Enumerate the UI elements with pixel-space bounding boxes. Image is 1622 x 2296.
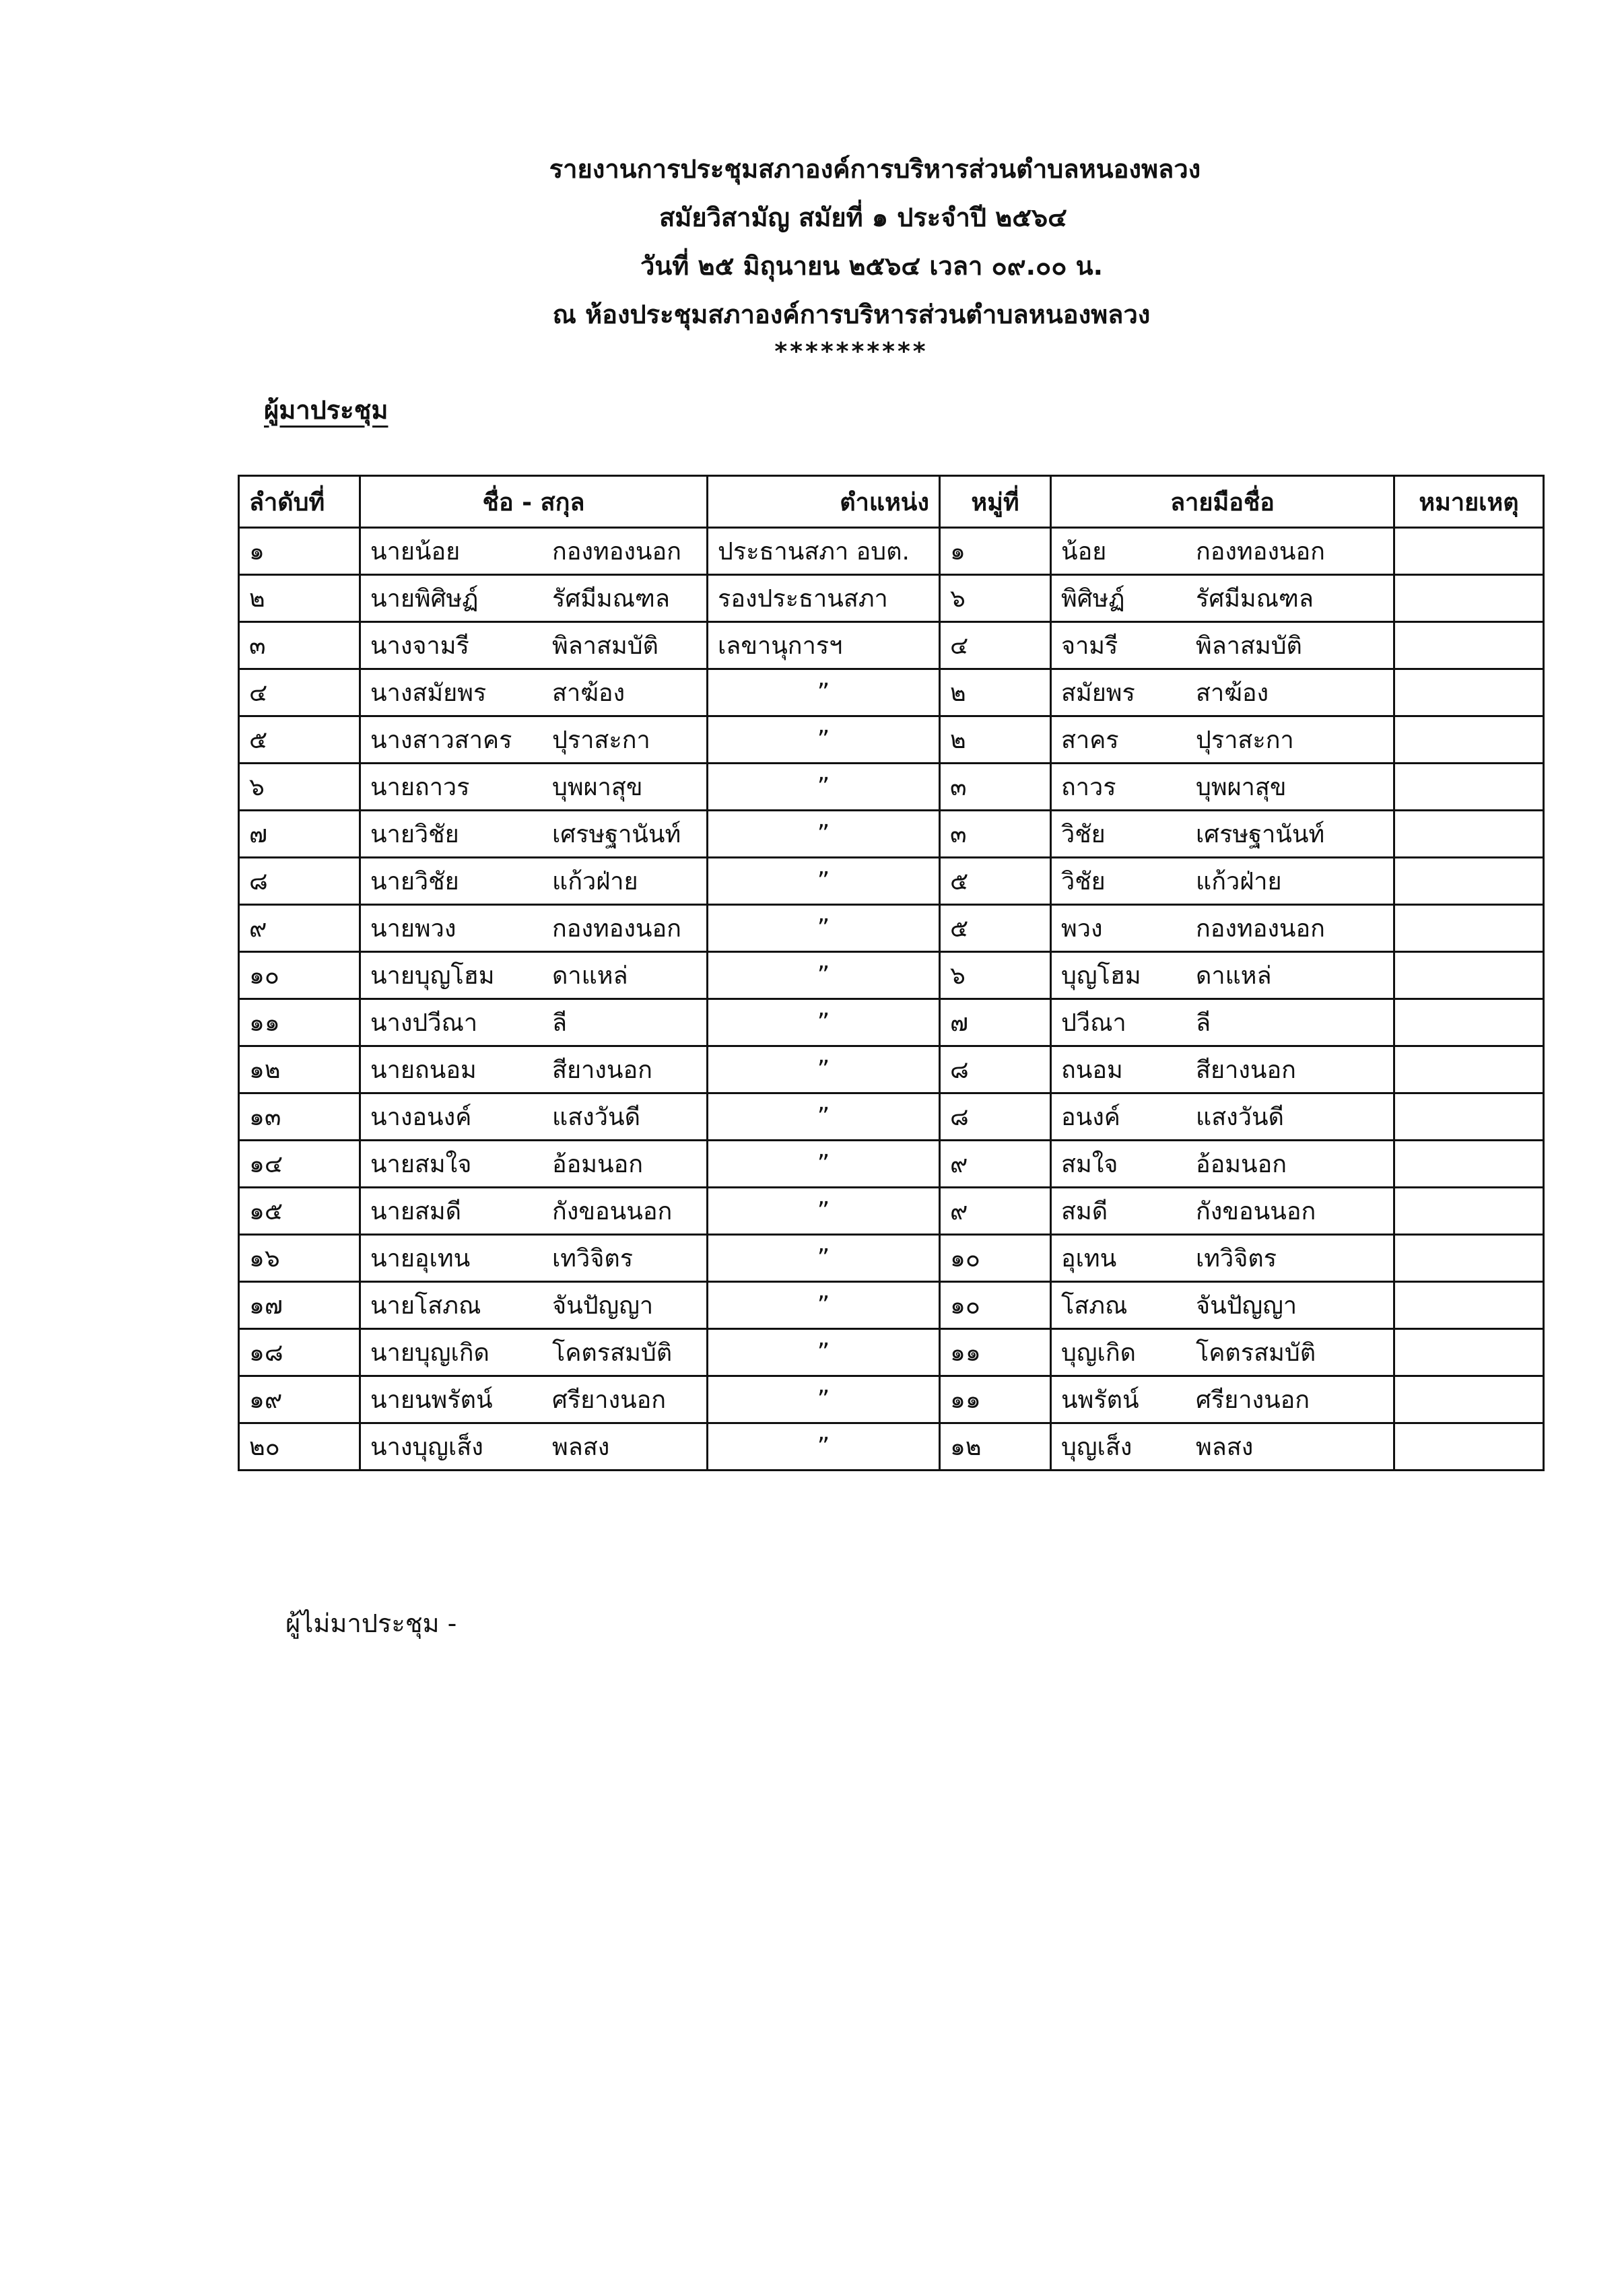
remark — [1394, 575, 1544, 622]
table-row — [239, 858, 1544, 905]
last-name: ปุราสะกา — [552, 727, 650, 754]
village-number: ๖ — [940, 575, 1051, 622]
signature-first: โสภณ — [1061, 1292, 1128, 1320]
village-number: ๓ — [940, 764, 1051, 811]
row-number: ๑๕ — [239, 1188, 360, 1235]
member-name — [360, 1423, 708, 1471]
member-position: ” — [708, 1235, 940, 1282]
remark — [1394, 1141, 1544, 1188]
member-name — [360, 1188, 708, 1235]
member-name — [360, 811, 708, 858]
last-name: กังขอนนอก — [552, 1198, 673, 1225]
row-number: ๑๓ — [239, 1093, 360, 1141]
row-number: ๑๒ — [239, 1046, 360, 1093]
remark — [1394, 528, 1544, 575]
last-name: บุพผาสุข — [552, 774, 643, 801]
signature-last: บุพผาสุข — [1196, 774, 1287, 801]
remark — [1394, 1188, 1544, 1235]
last-name: อ้อมนอก — [552, 1151, 643, 1178]
signature-last: พลสง — [1196, 1433, 1254, 1461]
row-number: ๑๖ — [239, 1235, 360, 1282]
remark — [1394, 1235, 1544, 1282]
signature-first: สาคร — [1061, 727, 1119, 754]
report-title: รายงานการประชุมสภาองค์การบริหารส่วนตำบลหนองพลวง — [549, 154, 1201, 184]
first-name: นางจามรี — [370, 632, 469, 660]
row-number: ๙ — [239, 905, 360, 952]
first-name: นายบุญเกิด — [370, 1339, 489, 1367]
signature-first: ถนอม — [1061, 1056, 1123, 1084]
signature-first: จามรี — [1061, 632, 1118, 660]
signature-last: จันปัญญา — [1196, 1292, 1297, 1320]
remark — [1394, 1046, 1544, 1093]
village-number: ๑๒ — [940, 1423, 1051, 1471]
first-name: นายวิชัย — [370, 868, 459, 896]
member-name — [360, 716, 708, 764]
remark — [1394, 952, 1544, 999]
signature-first: ถาวร — [1061, 774, 1116, 801]
table-row — [239, 764, 1544, 811]
table-row — [239, 1141, 1544, 1188]
signature-first: สมดี — [1061, 1198, 1108, 1225]
col-header-position: ตำแหน่ง — [708, 476, 940, 528]
row-number: ๑๑ — [239, 999, 360, 1046]
member-position: ” — [708, 858, 940, 905]
remark — [1394, 905, 1544, 952]
signature-last: แก้วฝ่าย — [1196, 868, 1282, 896]
remark — [1394, 1282, 1544, 1329]
signature-first: สมใจ — [1061, 1151, 1118, 1178]
member-position: ” — [708, 1282, 940, 1329]
member-position: ” — [708, 1046, 940, 1093]
last-name: โคตรสมบัติ — [552, 1339, 673, 1367]
member-name — [360, 999, 708, 1046]
table-row — [239, 1282, 1544, 1329]
session-line: สมัยวิสามัญ สมัยที่ ๑ ประจำปี ๒๕๖๔ — [659, 203, 1067, 232]
remark — [1394, 1093, 1544, 1141]
signature-last: แสงวันดี — [1196, 1104, 1284, 1131]
signature-first: สมัยพร — [1061, 679, 1135, 707]
member-position: ” — [708, 1423, 940, 1471]
member-name — [360, 1046, 708, 1093]
table-row — [239, 952, 1544, 999]
first-name: นางปวีณา — [370, 1009, 478, 1037]
table-row — [239, 999, 1544, 1046]
present-heading: ผู้มาประชุม — [264, 395, 388, 425]
signature — [1051, 528, 1394, 575]
last-name: แก้วฝ่าย — [552, 868, 638, 896]
member-position: ” — [708, 1188, 940, 1235]
row-number: ๑๘ — [239, 1329, 360, 1376]
row-number: ๖ — [239, 764, 360, 811]
member-position: รองประธานสภา — [708, 575, 940, 622]
signature-last: ดาแหล่ — [1196, 962, 1272, 990]
row-number: ๑๗ — [239, 1282, 360, 1329]
first-name: นายน้อย — [370, 538, 461, 566]
first-name: นายโสภณ — [370, 1292, 481, 1320]
signature-last: เศรษฐานันท์ — [1196, 821, 1325, 848]
signature-last: โคตรสมบัติ — [1196, 1339, 1316, 1367]
absent-line: ผู้ไม่มาประชุม - — [285, 1609, 457, 1638]
signature — [1051, 764, 1394, 811]
member-position: ” — [708, 952, 940, 999]
remark — [1394, 1423, 1544, 1471]
signature — [1051, 1093, 1394, 1141]
member-position: ประธานสภา อบต. — [708, 528, 940, 575]
signature — [1051, 905, 1394, 952]
member-position: ” — [708, 1093, 940, 1141]
signature-last: สาฆ้อง — [1196, 679, 1269, 707]
last-name: เศรษฐานันท์ — [552, 821, 681, 848]
first-name: นายพวง — [370, 915, 457, 943]
signature-last: พิลาสมบัติ — [1196, 632, 1302, 660]
last-name: สียางนอก — [552, 1056, 652, 1084]
village-number: ๘ — [940, 1093, 1051, 1141]
signature — [1051, 1046, 1394, 1093]
signature — [1051, 811, 1394, 858]
signature-first: บุญเกิด — [1061, 1339, 1137, 1367]
signature-first: อนงค์ — [1061, 1104, 1120, 1131]
col-header-name: ชื่อ - สกุล — [360, 476, 708, 528]
signature — [1051, 858, 1394, 905]
signature — [1051, 1329, 1394, 1376]
row-number: ๑๔ — [239, 1141, 360, 1188]
village-number: ๑๑ — [940, 1329, 1051, 1376]
last-name: ลี — [552, 1009, 568, 1037]
signature-first: พวง — [1061, 915, 1103, 943]
village-number: ๓ — [940, 811, 1051, 858]
village-number: ๙ — [940, 1141, 1051, 1188]
row-number: ๘ — [239, 858, 360, 905]
member-name — [360, 1329, 708, 1376]
table-row — [239, 1093, 1544, 1141]
table-row — [239, 1423, 1544, 1471]
village-number: ๒ — [940, 716, 1051, 764]
member-position: ” — [708, 716, 940, 764]
document-header — [0, 145, 1622, 366]
first-name: นางสาวสาคร — [370, 727, 512, 754]
signature-first: พิศิษฏ์ — [1061, 585, 1125, 613]
member-position: ” — [708, 764, 940, 811]
village-number: ๖ — [940, 952, 1051, 999]
signature — [1051, 716, 1394, 764]
member-position: ” — [708, 905, 940, 952]
attendance-table — [238, 475, 1545, 1471]
remark — [1394, 811, 1544, 858]
first-name: นายอุเทน — [370, 1245, 471, 1273]
member-position: ” — [708, 1329, 940, 1376]
signature — [1051, 575, 1394, 622]
table-row — [239, 622, 1544, 669]
row-number: ๑ — [239, 528, 360, 575]
signature — [1051, 1235, 1394, 1282]
remark — [1394, 999, 1544, 1046]
remark — [1394, 716, 1544, 764]
table-row — [239, 811, 1544, 858]
first-name: นายบุญโฮม — [370, 962, 495, 990]
signature-last: กังขอนนอก — [1196, 1198, 1316, 1225]
table-row — [239, 528, 1544, 575]
col-header-signature: ลายมือชื่อ — [1051, 476, 1394, 528]
member-position: เลขานุการฯ — [708, 622, 940, 669]
last-name: ศรียางนอก — [552, 1386, 667, 1414]
table-row — [239, 1376, 1544, 1423]
signature-last: รัศมีมณฑล — [1196, 585, 1314, 613]
last-name: จันปัญญา — [552, 1292, 654, 1320]
village-number: ๑๑ — [940, 1376, 1051, 1423]
row-number: ๒ — [239, 575, 360, 622]
remark — [1394, 669, 1544, 716]
signature-last: อ้อมนอก — [1196, 1151, 1287, 1178]
signature — [1051, 999, 1394, 1046]
row-number: ๒๐ — [239, 1423, 360, 1471]
table-row — [239, 716, 1544, 764]
signature-last: กองทองนอก — [1196, 538, 1325, 566]
table-header-row — [239, 476, 1544, 528]
table-row — [239, 1046, 1544, 1093]
first-name: นายถนอม — [370, 1056, 477, 1084]
signature-first: ปวีณา — [1061, 1009, 1126, 1037]
village-number: ๑๐ — [940, 1235, 1051, 1282]
signature — [1051, 1282, 1394, 1329]
last-name: กองทองนอก — [552, 915, 681, 943]
member-name — [360, 1376, 708, 1423]
col-header-no: ลำดับที่ — [239, 476, 360, 528]
table-row — [239, 669, 1544, 716]
table-row — [239, 905, 1544, 952]
first-name: นายพิศิษฏ์ — [370, 585, 479, 613]
row-number: ๔ — [239, 669, 360, 716]
member-name — [360, 575, 708, 622]
signature-first: บุญโฮม — [1061, 962, 1141, 990]
signature-first: นพรัตน์ — [1061, 1386, 1139, 1414]
first-name: นายนพรัตน์ — [370, 1386, 493, 1414]
member-position: ” — [708, 1141, 940, 1188]
signature-last: ศรียางนอก — [1196, 1386, 1310, 1414]
member-position: ” — [708, 669, 940, 716]
member-name — [360, 622, 708, 669]
member-name — [360, 528, 708, 575]
member-name — [360, 1235, 708, 1282]
table-row — [239, 1235, 1544, 1282]
venue-line: ณ ห้องประชุมสภาองค์การบริหารส่วนตำบลหนองพลวง — [552, 300, 1151, 329]
row-number: ๕ — [239, 716, 360, 764]
table-row — [239, 1329, 1544, 1376]
signature-first: อุเทน — [1061, 1245, 1117, 1273]
table-row — [239, 575, 1544, 622]
member-name — [360, 1141, 708, 1188]
village-number: ๘ — [940, 1046, 1051, 1093]
col-header-remark: หมายเหตุ — [1394, 476, 1544, 528]
member-name — [360, 1282, 708, 1329]
village-number: ๑๐ — [940, 1282, 1051, 1329]
last-name: รัศมีมณฑล — [552, 585, 670, 613]
row-number: ๓ — [239, 622, 360, 669]
village-number: ๔ — [940, 622, 1051, 669]
remark — [1394, 858, 1544, 905]
village-number: ๕ — [940, 858, 1051, 905]
signature-last: ปุราสะกา — [1196, 727, 1294, 754]
member-name — [360, 952, 708, 999]
member-name — [360, 858, 708, 905]
signature — [1051, 1141, 1394, 1188]
member-name — [360, 669, 708, 716]
first-name: นางสมัยพร — [370, 679, 487, 707]
separator-stars: ********** — [774, 338, 928, 366]
signature-first: วิชัย — [1061, 821, 1106, 848]
first-name: นายถาวร — [370, 774, 470, 801]
village-number: ๑ — [940, 528, 1051, 575]
member-position: ” — [708, 999, 940, 1046]
member-name — [360, 764, 708, 811]
remark — [1394, 1376, 1544, 1423]
village-number: ๕ — [940, 905, 1051, 952]
row-number: ๑๙ — [239, 1376, 360, 1423]
first-name: นายวิชัย — [370, 821, 459, 848]
signature — [1051, 669, 1394, 716]
signature-last: กองทองนอก — [1196, 915, 1325, 943]
village-number: ๗ — [940, 999, 1051, 1046]
first-name: นายสมใจ — [370, 1151, 472, 1178]
signature — [1051, 1188, 1394, 1235]
signature-last: ลี — [1196, 1009, 1211, 1037]
signature — [1051, 1423, 1394, 1471]
signature-first: น้อย — [1061, 538, 1107, 566]
last-name: แสงวันดี — [552, 1104, 640, 1131]
remark — [1394, 622, 1544, 669]
row-number: ๗ — [239, 811, 360, 858]
remark — [1394, 764, 1544, 811]
village-number: ๙ — [940, 1188, 1051, 1235]
first-name: นายสมดี — [370, 1198, 461, 1225]
signature — [1051, 1376, 1394, 1423]
last-name: พลสง — [552, 1433, 610, 1461]
signature — [1051, 952, 1394, 999]
col-header-village: หมู่ที่ — [940, 476, 1051, 528]
table-row — [239, 1188, 1544, 1235]
last-name: สาฆ้อง — [552, 679, 626, 707]
member-name — [360, 1093, 708, 1141]
member-position: ” — [708, 1376, 940, 1423]
remark — [1394, 1329, 1544, 1376]
last-name: ดาแหล่ — [552, 962, 628, 990]
signature-first: บุญเส็ง — [1061, 1433, 1133, 1461]
signature-last: เทวิจิตร — [1196, 1245, 1277, 1273]
member-position: ” — [708, 811, 940, 858]
first-name: นางบุญเส็ง — [370, 1433, 483, 1461]
village-number: ๒ — [940, 669, 1051, 716]
last-name: พิลาสมบัติ — [552, 632, 658, 660]
signature-first: วิชัย — [1061, 868, 1106, 896]
last-name: เทวิจิตร — [552, 1245, 634, 1273]
date-time-line: วันที่ ๒๕ มิถุนายน ๒๕๖๔ เวลา ๐๙.๐๐ น. — [640, 251, 1104, 281]
member-name — [360, 905, 708, 952]
signature — [1051, 622, 1394, 669]
row-number: ๑๐ — [239, 952, 360, 999]
last-name: กองทองนอก — [552, 538, 681, 566]
first-name: นางอนงค์ — [370, 1104, 472, 1131]
signature-last: สียางนอก — [1196, 1056, 1296, 1084]
